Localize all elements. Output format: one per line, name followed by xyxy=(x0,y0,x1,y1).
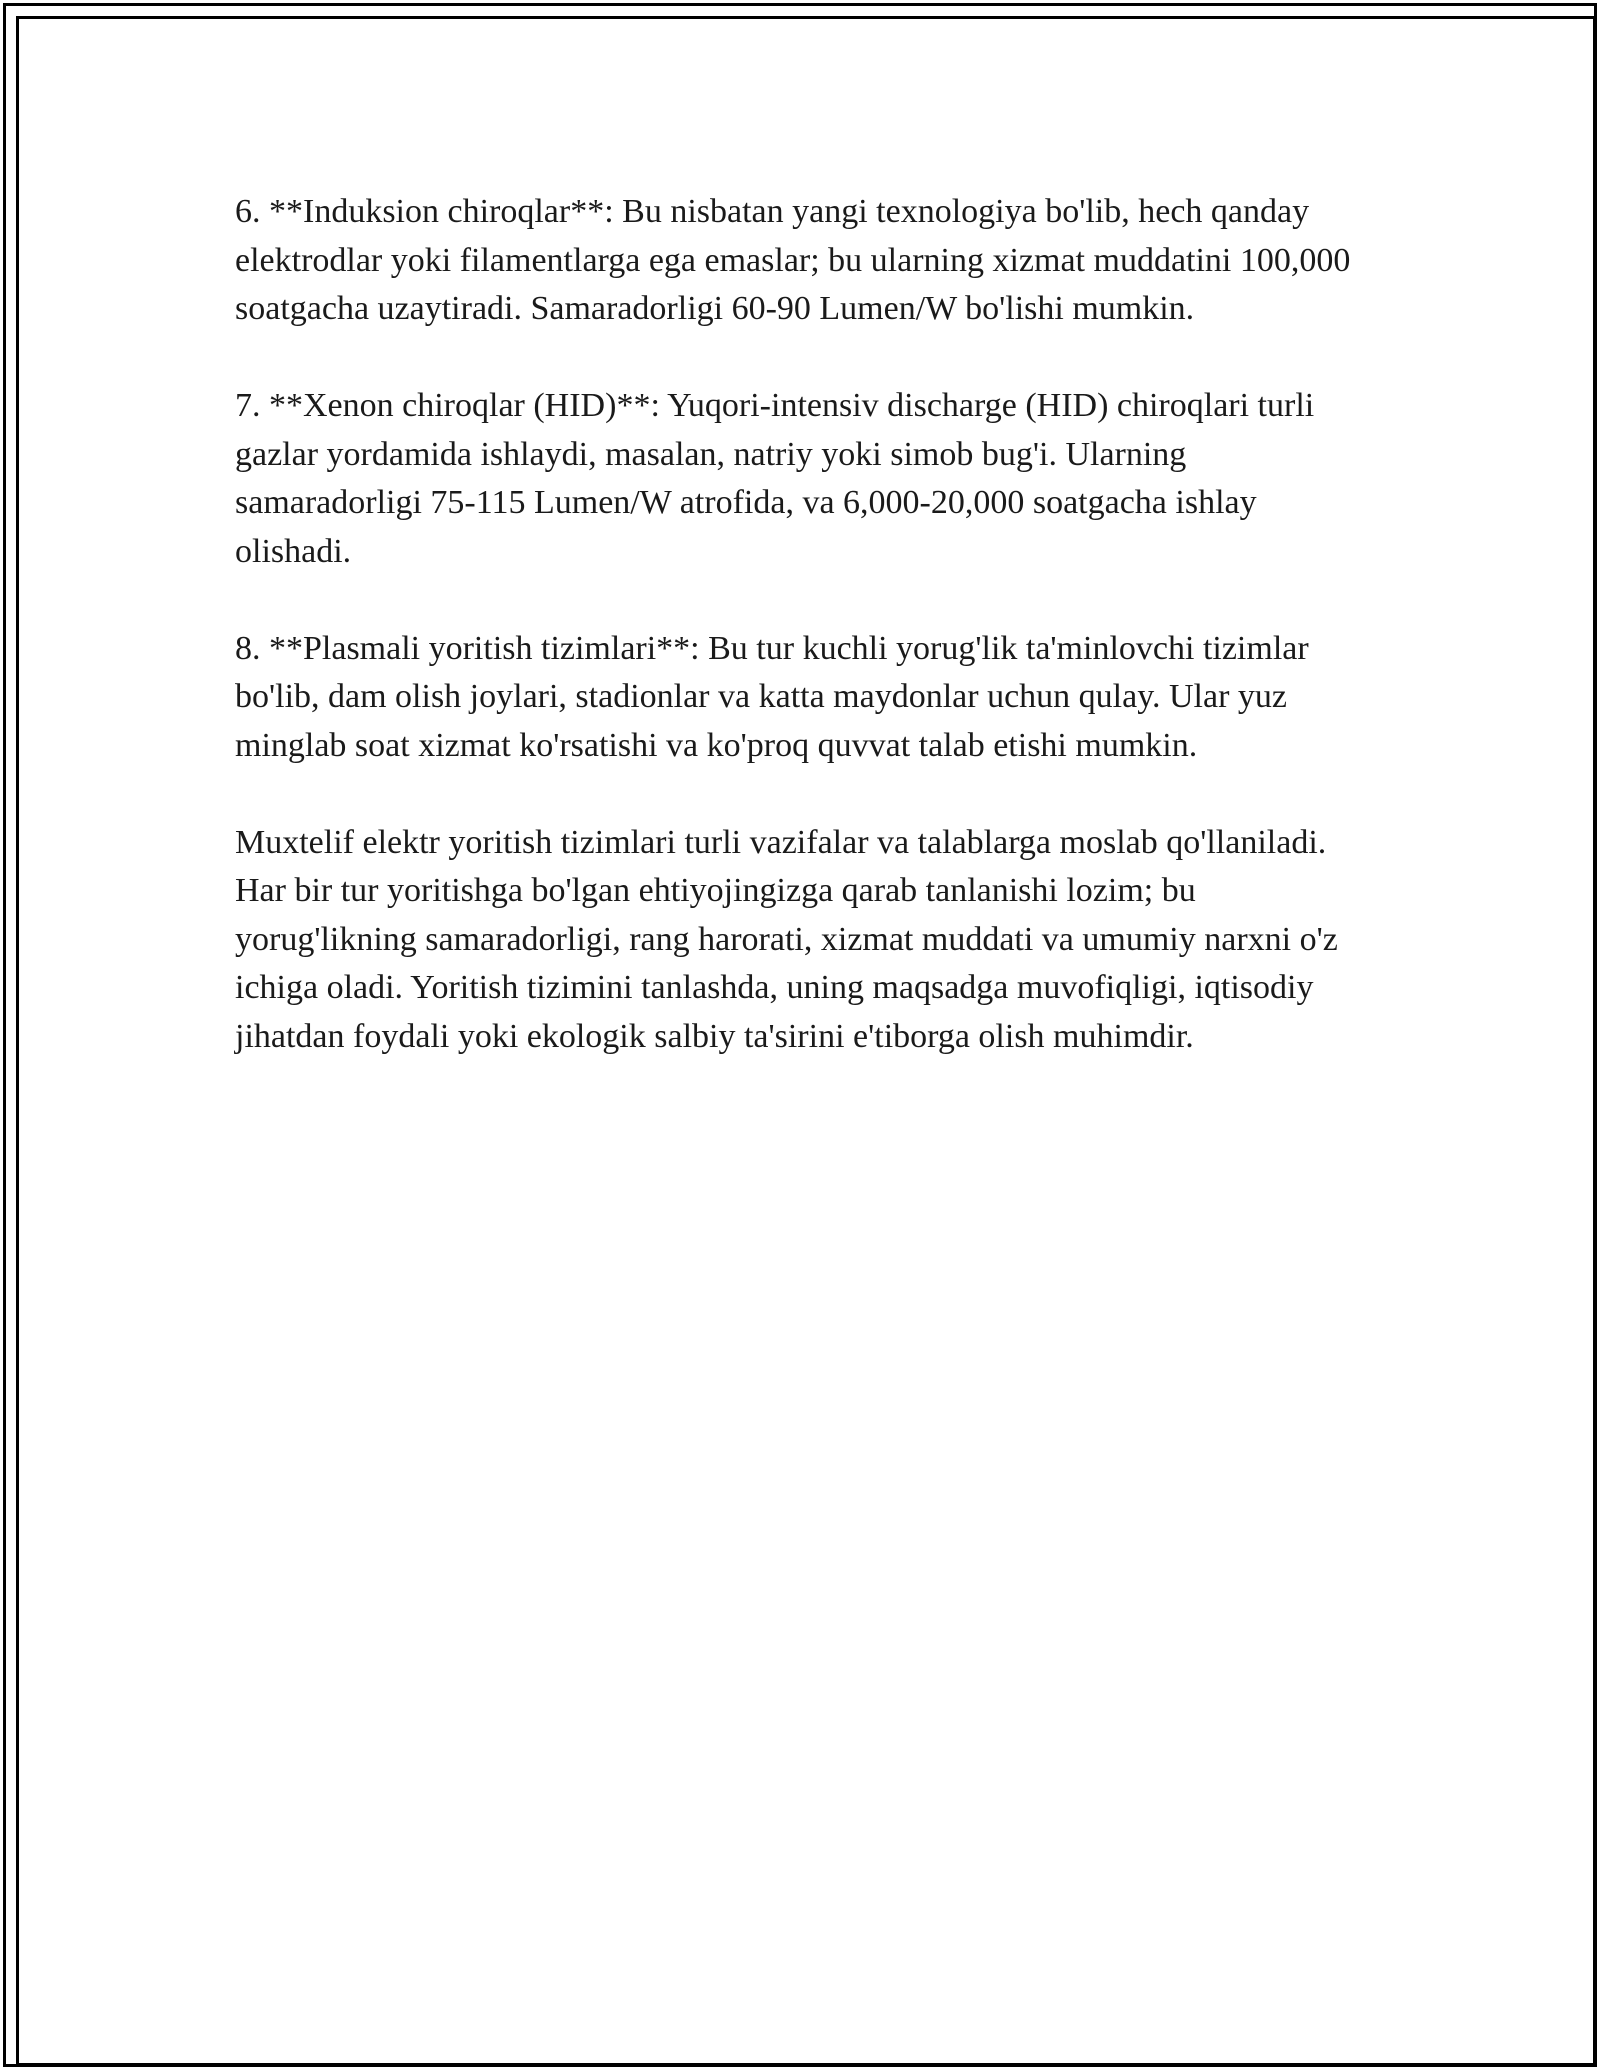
paragraph-xenon-lamps: 7. **Xenon chiroqlar (HID)**: Yuqori-intensiv discharge (HID) chiroqlari turli gazlar yordamida ishlaydi, masalan, natriy yoki simob bug'i. Ularning samaradorligi 75-115 Lumen/W atrofida, va 6,000-20,000 soatgacha ishlay olishadi. xyxy=(235,387,1315,570)
paragraph-conclusion: Muxtelif elektr yoritish tizimlari turli vazifalar va talablarga moslab qo'llaniladi. Har bir tur yoritishga bo'lgan ehtiyojingizga qarab tanlanishi lozim; bu yorug'likning samaradorligi, rang harorati, xizmat muddati va umumiy narxni o'z ichiga oladi. Yoritish tizimini tanlashda, uning maqsadga muvofiqligi, iqtisodiy jihatdan foydali yoki ekologik salbiy ta'sirini e'tiborga olish muhimdir. xyxy=(235,823,1338,1055)
document-body xyxy=(235,188,1375,1110)
paragraph-plasma-lighting: 8. **Plasmali yoritish tizimlari**: Bu tur kuchli yorug'lik ta'minlovchi tizimlar bo'lib, dam olish joylari, stadionlar va katta maydonlar uchun qulay. Ular yuz minglab soat xizmat ko'rsatishi va ko'proq quvvat talab etishi mumkin. xyxy=(235,629,1309,764)
paragraph-induction-lamps: 6. **Induksion chiroqlar**: Bu nisbatan yangi texnologiya bo'lib, hech qanday elektrodlar yoki filamentlarga ega emaslar; bu ularning xizmat muddatini 100,000 soatgacha uzaytiradi. Samaradorligi 60-90 Lumen/W bo'lishi mumkin. xyxy=(235,193,1351,327)
